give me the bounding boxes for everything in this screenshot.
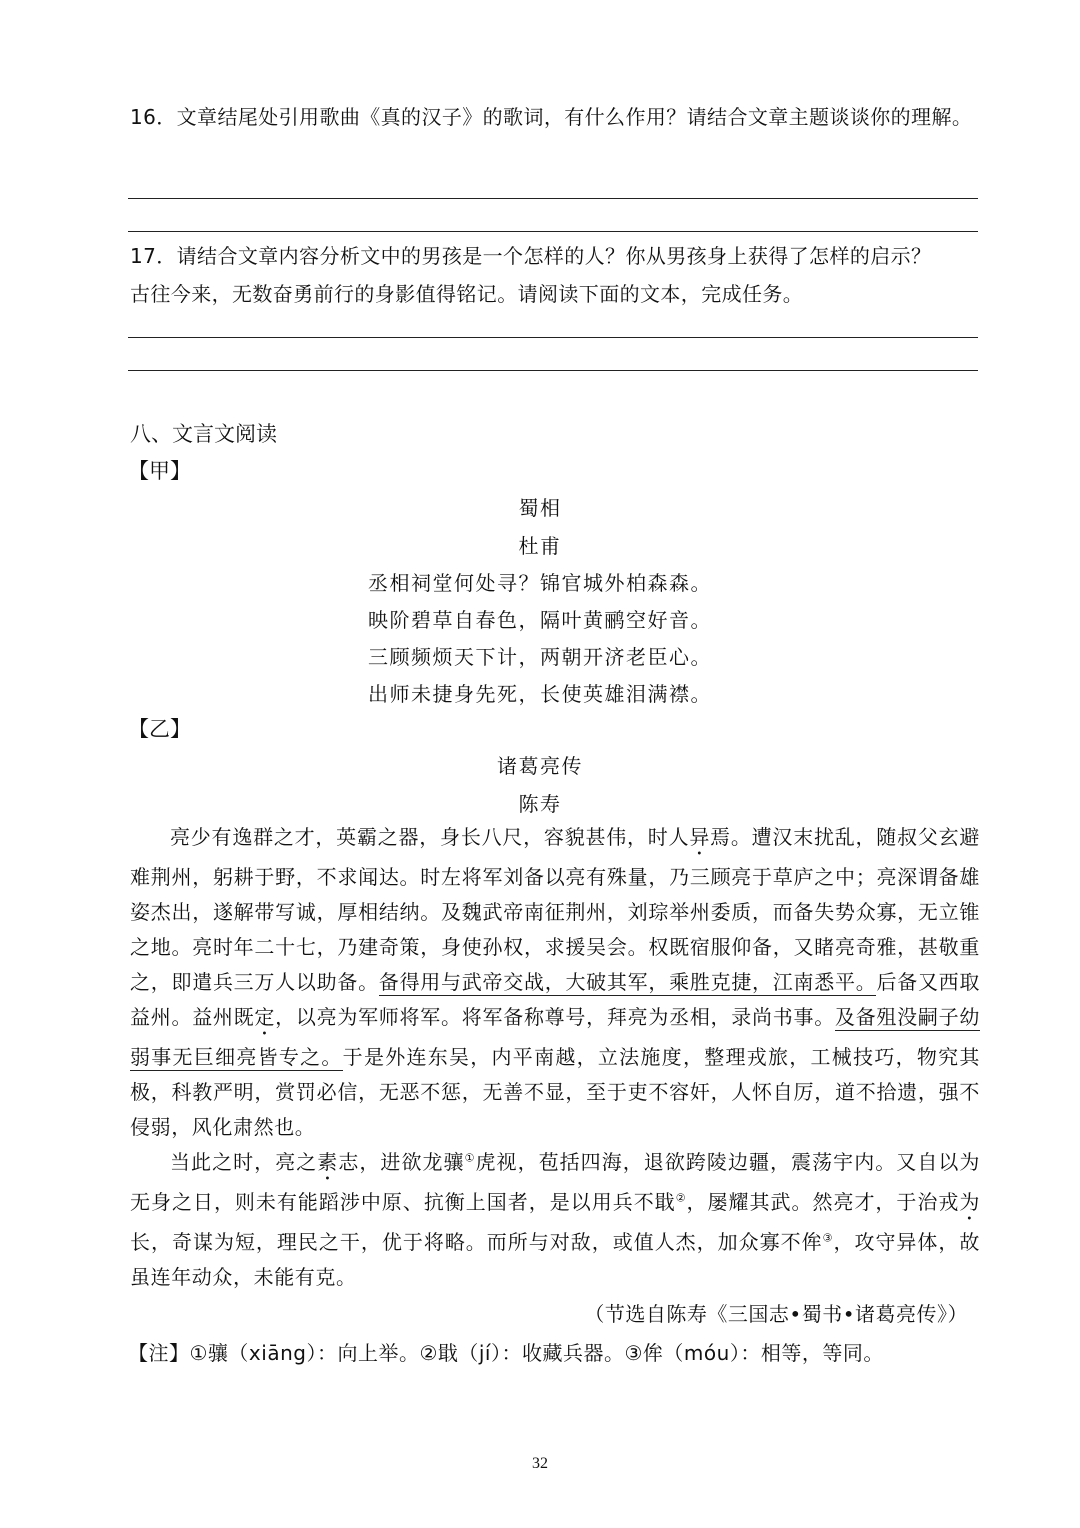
passage-text: 志，进欲龙骧	[338, 1150, 465, 1174]
question-17	[130, 237, 980, 313]
underlined-sentence: 及备殂没嗣子幼弱事无巨细亮皆专之。	[130, 1005, 980, 1069]
question-16	[130, 98, 980, 136]
passage-text: 长，奇谋为短，理民之干，优于将略。而所与对敌，或值人杰，加众寡不侔	[130, 1230, 823, 1254]
section-title: 八、文言文阅读	[130, 422, 277, 446]
passage-text: 于是外连东吴，内平南越，立法施度，整理戎旅，工械技巧，物究其极，科教严明，赏罚必信，无恶不惩，无善不显，至于吏不容奸，人怀自厉，道不拾遗，强不侵弱，风化肃然也。	[130, 1045, 981, 1139]
passage-title: 诸葛亮传	[497, 754, 583, 778]
passage-text: 后备又西取益州。益州既	[130, 970, 981, 1029]
underlined-sentence: 备得用与武帝交战，大破其军，乘胜克捷，江南悉平。	[378, 970, 877, 994]
poem-line: 三顾频烦天下计，两朝开济老臣心。	[368, 645, 712, 669]
question-16-number: 16．	[130, 105, 177, 129]
poem-line: 出师未捷身先死，长使英雄泪满襟。	[368, 682, 712, 706]
passage-text: 虎视，苞括四海，退欲跨陵边疆，震荡宇内。又自以为无身之日，则未有能蹈涉中原、抗衡上国者，是以用兵不戢	[130, 1150, 980, 1214]
answer-line[interactable]	[128, 370, 978, 371]
answer-line[interactable]	[128, 231, 978, 232]
passage-text: ，攻守异体，故虽连年动众，未能有克。	[130, 1230, 980, 1289]
footnotes: 【注】①骧（xiāng）：向上举。②戢（jí）：收藏兵器。③侔（móu）：相等，等同。	[128, 1341, 884, 1365]
passage-body	[130, 820, 980, 1295]
question-17-followup: 古往今来，无数奋勇前行的身影值得铭记。请阅读下面的文本，完成任务。	[130, 282, 804, 306]
part-b-label: 【乙】	[128, 717, 191, 741]
answer-line[interactable]	[128, 337, 978, 338]
footnote-ref: ②	[675, 1191, 687, 1205]
footnote-ref: ③	[822, 1231, 834, 1245]
passage-paragraph-1	[130, 820, 980, 1145]
poem-line: 丞相祠堂何处寻？锦官城外柏森森。	[368, 571, 712, 595]
page-number: 32	[532, 1455, 548, 1472]
passage-text: 焉。遭汉末扰乱，随叔父玄避难荆州，躬耕于野，不求闻达。时左将军刘备以亮有殊量，乃三顾亮于草庐之中；亮深谓备雄姿杰出，遂解带写诚，厚相结纳。及魏武帝南征荆州，刘琮举州委质，而备失势众寡，无立锥之地。亮时年二十七，乃建奇策，身使孙权，求援吴会。权既宿服仰备，又睹亮奇雅，甚敬重之，即遣兵三万人以助备。	[130, 825, 980, 994]
question-17-number: 17．	[130, 244, 177, 268]
passage-source: （节选自陈寿《三国志•蜀书•诸葛亮传》）	[584, 1302, 968, 1326]
answer-line[interactable]	[128, 198, 978, 199]
question-16-text: 文章结尾处引用歌曲《真的汉子》的歌词，有什么作用？请结合文章主题谈谈你的理解。	[176, 105, 973, 129]
footnote-ref: ①	[464, 1151, 476, 1165]
passage-text: ，以亮为军师将军。将军备称尊号，拜亮为丞相，录尚书事。	[275, 1005, 835, 1029]
poem-title: 蜀相	[518, 496, 562, 520]
emphasized-word: 为	[959, 1190, 980, 1214]
passage-text: ，屡耀其武。然亮才，于治戎	[686, 1190, 960, 1214]
question-17-text: 请结合文章内容分析文中的男孩是一个怎样的人？你从男孩身上获得了怎样的启示？	[176, 244, 932, 268]
emphasized-word: 异	[689, 825, 711, 849]
emphasized-word: 定	[254, 1005, 276, 1029]
emphasized-word: 素	[317, 1150, 339, 1174]
passage-author: 陈寿	[518, 792, 562, 816]
poem-line: 映阶碧草自春色，隔叶黄鹂空好音。	[368, 608, 712, 632]
passage-paragraph-2	[130, 1145, 980, 1295]
passage-text: 亮少有逸群之才，英霸之器，身长八尺，容貌甚伟，时人	[170, 825, 690, 849]
passage-text: 当此之时，亮之	[170, 1150, 318, 1174]
part-a-label: 【甲】	[128, 459, 191, 483]
poem-author: 杜甫	[518, 534, 562, 558]
